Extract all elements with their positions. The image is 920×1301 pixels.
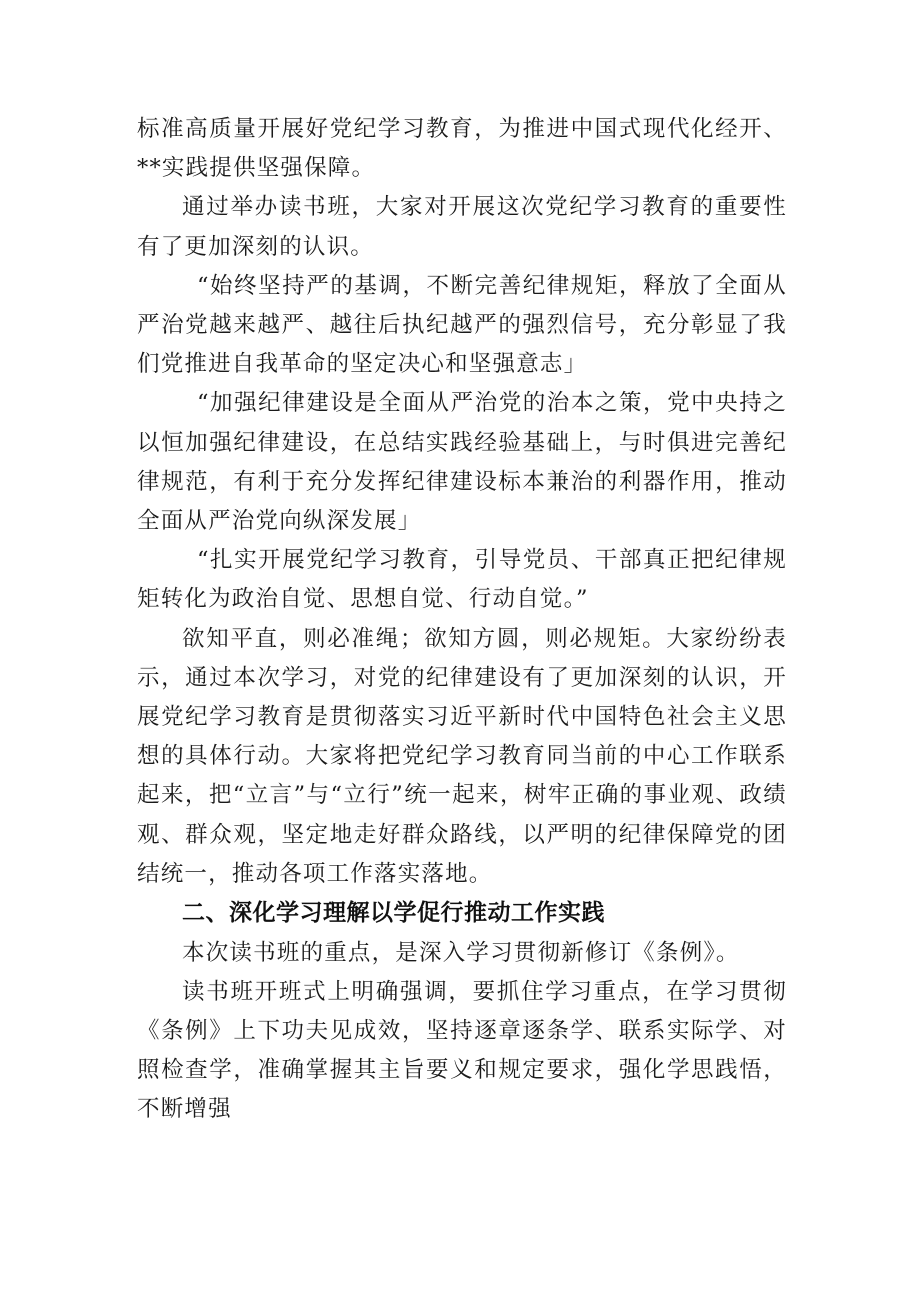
paragraph-quote-discipline-building: “加强纪律建设是全面从严治党的治本之策，党中央持之以恒加强纪律建设，在总结实践经验基础上，与时俱进完善纪律规范，有利于充分发挥纪律建设标本兼治的利器作用，推动全面从严治党向纵深发展」 [137,390,787,535]
paragraph-opening-ceremony: 读书班开班式上明确强调，要抓住学习重点，在学习贯彻《条例》上下功夫见成效，坚持逐章逐条学、联系实际学、对照检查学，准确掌握其主旨要义和规定要求，强化学思践悟，不断增强 [137,978,787,1123]
paragraph-rules: 欲知平直，则必准绳；欲知方圆，则必规矩。大家纷纷表示，通过本次学习，对党的纪律建设有了更加深刻的认识，开展党纪学习教育是贯彻落实习近平新时代中国特色社会主义思想的具体行动。大家将把党纪学习教育同当前的中心工作联系起来，把“立言”与“立行”统一起来，树牢正确的事业观、政绩观、群众观，坚定地走好群众路线，以严明的纪律保障党的团结统一，推动各项工作落实落地。 [137,625,787,887]
paragraph-focus: 本次读书班的重点，是深入学习贯彻新修订《条例》。 [182,939,740,966]
document-body [137,110,787,1130]
paragraph-reading-class: 通过举办读书班，大家对开展这次党纪学习教育的重要性有了更加深刻的认识。 [137,194,787,260]
paragraph-continuation: 标准高质量开展好党纪学习教育，为推进中国式现代化经开、**实践提供坚强保障。 [137,116,787,182]
paragraph-quote-education: “扎实开展党纪学习教育，引导党员、干部真正把纪律规矩转化为政治自觉、思想自觉、行动自觉。” [137,547,787,613]
paragraph-quote-strict-tone: “始终坚持严的基调，不断完善纪律规矩，释放了全面从严治党越来越严、越往后执纪越严的强烈信号，充分彰显了我们党推进自我革命的坚定决心和坚强意志」 [137,272,787,378]
section-heading: 二、深化学习理解以学促行推动工作实践 [182,900,605,927]
